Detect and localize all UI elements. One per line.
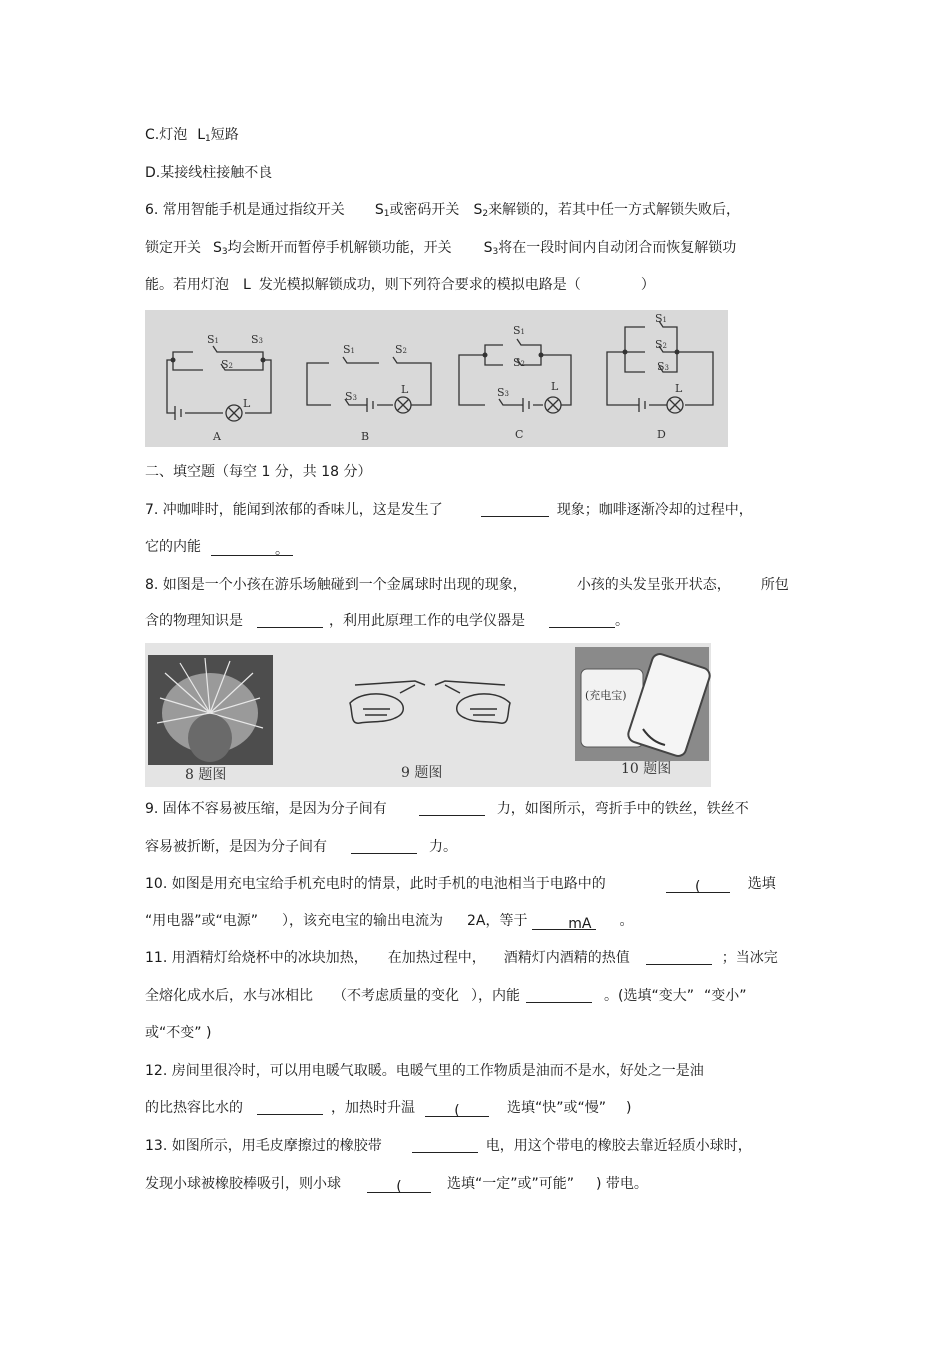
circuit-diagrams xyxy=(145,310,728,447)
q7-line2 xyxy=(145,538,293,556)
answer-blank[interactable] xyxy=(646,950,712,965)
switch-label: S2 xyxy=(513,356,526,369)
fig9-caption: 9 题图 xyxy=(401,765,443,781)
switch-symbol: S xyxy=(483,240,493,256)
option-c-text: C.灯泡 xyxy=(145,127,188,143)
q11-line2 xyxy=(145,987,746,1005)
circuit-figure xyxy=(145,310,728,447)
text: 小孩的头发呈张开状态， xyxy=(576,577,731,593)
q10-line1 xyxy=(145,875,776,893)
text: “变小” xyxy=(703,988,747,1004)
q6-line1 xyxy=(145,201,740,223)
q6-line3 xyxy=(145,276,655,294)
switch-label: S2 xyxy=(221,358,234,371)
text: 13. 如图所示，用毛皮摩擦过的橡胶带 xyxy=(145,1138,382,1154)
text: 6. 常用智能手机是通过指纹开关 xyxy=(145,202,345,218)
answer-blank[interactable] xyxy=(211,541,293,556)
q7-line1 xyxy=(145,501,753,519)
text: 。 xyxy=(619,913,634,929)
answer-blank[interactable] xyxy=(549,613,615,628)
q13-line1 xyxy=(145,1137,752,1155)
q11-line1 xyxy=(145,949,778,967)
lamp-label: L xyxy=(243,397,251,410)
switch-symbol: S xyxy=(374,202,384,218)
text: 。 xyxy=(275,542,289,558)
option-label-d: D xyxy=(657,428,666,441)
switch-symbol: S xyxy=(473,202,483,218)
text: 2A，等于 xyxy=(467,913,528,929)
text: 选填“快”或“慢” xyxy=(507,1100,607,1116)
answer-blank[interactable] xyxy=(351,839,417,854)
q8-line2 xyxy=(145,612,629,630)
text: 或密码开关 xyxy=(389,202,460,218)
subscript: 1 xyxy=(205,134,211,144)
lamp-symbol: L xyxy=(197,127,206,143)
q8-line1 xyxy=(145,576,789,594)
text: 发光模拟解锁成功，则下列符合要求的模拟电路是（ xyxy=(258,277,581,293)
text: 11. 用酒精灯给烧杯中的冰块加热， xyxy=(145,950,368,966)
text: 均会断开而暂停手机解锁功能，开关 xyxy=(227,240,452,256)
text: 现象；咖啡逐渐冷却的过程中， xyxy=(556,502,753,518)
answer-blank[interactable] xyxy=(419,801,485,816)
text: 7. 冲咖啡时，能闻到浓郁的香味儿，这是发生了 xyxy=(145,502,443,518)
text: ( xyxy=(454,1103,460,1119)
subscript: 2 xyxy=(482,209,489,219)
option-label-b: B xyxy=(361,430,370,443)
text: 力，如图所示，弯折手中的铁丝，铁丝不 xyxy=(496,801,749,817)
lamp-symbol: L xyxy=(243,277,251,293)
text: 在加热过程中， xyxy=(387,950,486,966)
text: 发现小球被橡胶棒吸引，则小球 xyxy=(145,1176,341,1192)
text: ) 带电。 xyxy=(596,1176,648,1192)
text: ），该充电宝的输出电流为 xyxy=(282,913,444,929)
switch-label: S3 xyxy=(497,386,510,399)
text: 所包 xyxy=(760,577,789,593)
figure-strip-art xyxy=(145,643,711,787)
text: 电，用这个带电的橡胶去靠近轻质小球时， xyxy=(485,1138,752,1154)
fig8-caption: 8 题图 xyxy=(185,767,227,783)
text: 10. 如图是用充电宝给手机充电时的情景，此时手机的电池相当于电路中的 xyxy=(145,876,606,892)
powerbank-label: (充电宝) xyxy=(585,689,627,702)
text: 锁定开关 xyxy=(145,240,201,256)
switch-label: S2 xyxy=(395,343,408,356)
q10-line2 xyxy=(145,912,634,930)
text: （不考虑质量的变化 xyxy=(333,988,459,1004)
q12-line1: 12. 房间里很冷时，可以用电暖气取暖。电暖气里的工作物质是油而不是水，好处之一是油 xyxy=(145,1063,704,1079)
option-c xyxy=(145,126,239,148)
switch-label: S2 xyxy=(655,338,668,351)
text: 8. 如图是一个小孩在游乐场触碰到一个金属球时出现的现象， xyxy=(145,577,527,593)
text: 它的内能 xyxy=(145,539,201,555)
lamp-label: L xyxy=(551,380,559,393)
text: 的比热容比水的 xyxy=(145,1100,243,1116)
section-title: 二、填空题（每空 1 分，共 18 分） xyxy=(145,464,372,480)
answer-blank[interactable] xyxy=(526,988,592,1003)
q13-line2 xyxy=(145,1175,648,1193)
switch-symbol: S xyxy=(213,240,222,256)
fig10-caption: 10 题图 xyxy=(621,761,672,777)
answer-blank[interactable] xyxy=(257,613,323,628)
switch-label: S1 xyxy=(343,343,356,356)
text: 选填“一定”或”可能” xyxy=(447,1176,575,1192)
subscript: 3 xyxy=(221,247,228,257)
text: 。(选填“变大” xyxy=(604,988,694,1004)
text: 全熔化成水后，水与冰相比 xyxy=(145,988,313,1004)
text: “用电器”或“电源” xyxy=(145,913,259,929)
switch-label: S3 xyxy=(345,390,358,403)
subscript: 3 xyxy=(492,247,499,257)
answer-blank[interactable] xyxy=(532,915,596,930)
q9-line2 xyxy=(145,838,457,856)
figure-strip xyxy=(145,643,711,787)
text: 容易被折断，是因为分子间有 xyxy=(145,839,327,855)
option-label-a: A xyxy=(213,430,221,443)
text: ） xyxy=(640,277,655,293)
answer-blank[interactable] xyxy=(257,1100,323,1115)
text: 选填 xyxy=(747,876,776,892)
text: ( xyxy=(396,1179,402,1195)
text: 将在一段时间内自动闭合而恢复解锁功 xyxy=(498,240,737,256)
switch-label: S1 xyxy=(207,333,220,346)
text: 9. 固体不容易被压缩，是因为分子间有 xyxy=(145,801,387,817)
answer-blank[interactable] xyxy=(367,1178,431,1193)
text: 力。 xyxy=(429,839,457,855)
q11-line3: 或“不变” ) xyxy=(145,1025,212,1041)
text: 。 xyxy=(615,613,629,629)
text: 来解锁的，若其中任一方式解锁失败后， xyxy=(488,202,741,218)
switch-label: S3 xyxy=(657,360,670,373)
subscript: 1 xyxy=(383,209,390,219)
text: 酒精灯内酒精的热值 xyxy=(503,950,630,966)
switch-label: S3 xyxy=(251,333,264,346)
hands-drawing xyxy=(350,681,510,723)
text: ，加热时升温 xyxy=(331,1100,415,1116)
switch-label: S1 xyxy=(513,324,526,337)
option-d: D.某接线柱接触不良 xyxy=(145,165,273,181)
text: ( xyxy=(694,879,701,895)
text: 含的物理知识是 xyxy=(145,613,243,629)
q6-line2 xyxy=(145,239,736,261)
switch-label: S1 xyxy=(655,312,668,325)
q9-line1 xyxy=(145,800,749,818)
option-label-c: C xyxy=(515,428,524,441)
answer-blank[interactable] xyxy=(412,1138,478,1153)
text: ，利用此原理工作的电学仪器是 xyxy=(329,613,525,629)
answer-blank[interactable] xyxy=(481,502,549,517)
answer-blank[interactable] xyxy=(425,1102,489,1117)
lamp-label: L xyxy=(401,383,409,396)
answer-blank[interactable] xyxy=(666,878,730,893)
lamp-label: L xyxy=(675,382,683,395)
text: 能。若用灯泡 xyxy=(145,277,229,293)
text: ；当冰完 xyxy=(721,950,778,966)
q12-line2 xyxy=(145,1099,631,1117)
text: mA xyxy=(568,916,592,932)
text: ），内能 xyxy=(471,988,520,1004)
text: ) xyxy=(626,1100,632,1116)
option-c-suffix: 短路 xyxy=(210,127,239,143)
